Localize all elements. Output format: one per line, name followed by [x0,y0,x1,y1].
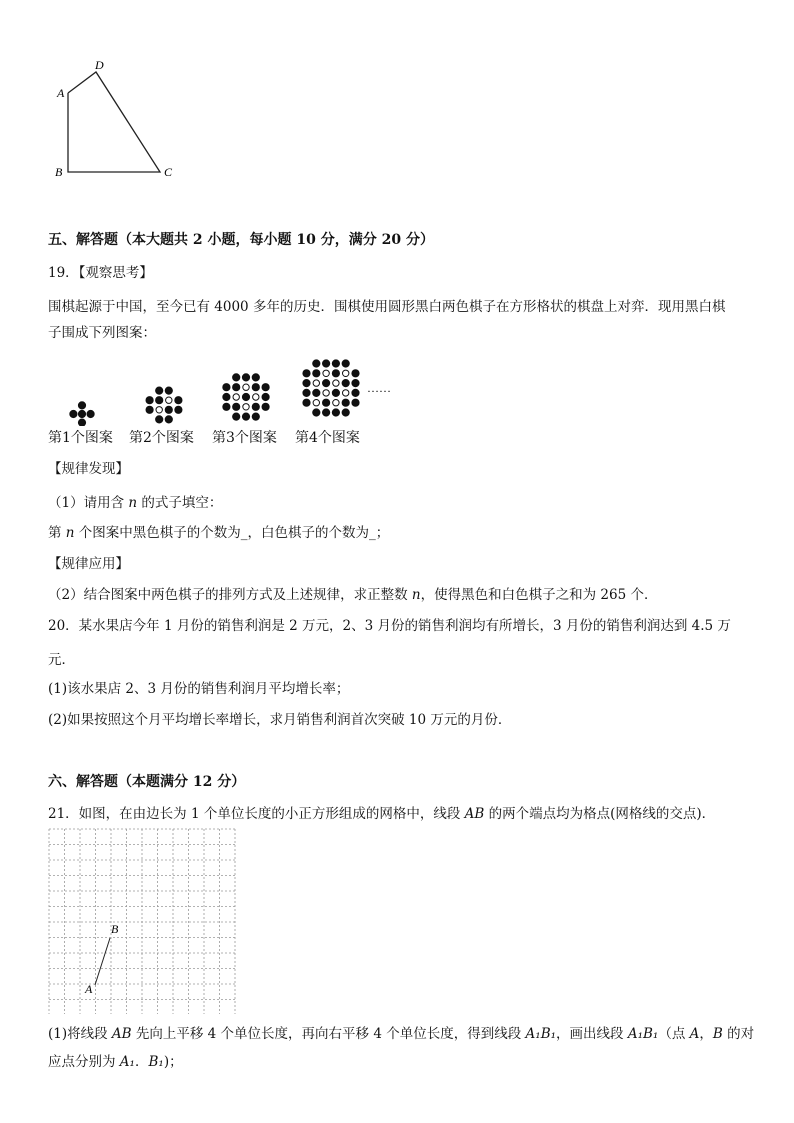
q21-p1-seg: AB [111,1026,132,1042]
white-stone [323,390,329,396]
q21-line1 [48,805,715,823]
white-stone [166,397,172,403]
black-stone [165,387,172,394]
black-stone [303,380,310,387]
pattern-3 [223,374,269,420]
q19-part1 [48,494,222,512]
black-stone [332,409,339,416]
black-stone [165,416,172,423]
black-stone [352,370,359,377]
black-stone [242,393,249,400]
black-stone [303,389,310,396]
black-stone [175,397,182,404]
black-stone [233,374,240,381]
white-stone [343,370,349,376]
q20-line1: 20．某水果店今年 1 月份的销售利润是 2 万元，2、3 月份的销售利润均有所增长，3 月份的销售利润达到 4.5 万 [48,618,731,634]
q21-line1-seg: AB [464,806,485,822]
caption-pattern-4: 第4个图案 [295,430,360,446]
black-stone [352,380,359,387]
black-stone [233,384,240,391]
q21-p1-seg3: A₁B₁ [627,1026,659,1042]
q21-p1-mid2: ，画出线段 [556,1026,628,1042]
label-A: A [57,86,65,100]
black-stone [323,399,330,406]
q19-part2 [48,586,657,604]
black-stone [313,389,320,396]
label-C: C [164,165,173,179]
black-stone [303,370,310,377]
q21-p1-seg2: A₁B₁ [525,1026,557,1042]
black-stone [252,374,259,381]
q21-p1-mid3: （点 [658,1026,690,1042]
white-stone [323,370,329,376]
q21-p1-mid: 先向上平移 4 个单位长度，再向右平移 4 个单位长度，得到线段 [131,1026,526,1042]
black-stone [342,360,349,367]
q21-p1-a: A [689,1026,700,1042]
black-stone [146,397,153,404]
white-stone [253,394,259,400]
q21-p1-l2-pre: 应点分别为 [48,1054,120,1070]
black-stone [223,403,230,410]
black-stone [87,410,94,417]
black-stone [323,380,330,387]
black-stone [175,406,182,413]
section-6-heading: 六、解答题（本题满分 12 分） [48,774,246,790]
white-stone [333,380,339,386]
q21-p1-comma: ， [699,1026,713,1042]
q19-part1b-pre: 第 [48,525,66,541]
label-B: B [55,165,63,179]
black-stone [78,402,85,409]
black-stone [233,413,240,420]
white-stone [243,404,249,410]
q21-line1-pre: 21．如图，在由边长为 1 个单位长度的小正方形组成的网格中，线段 [48,806,465,822]
q19-part1-var: n [128,495,138,511]
black-stone [332,370,339,377]
law-application-title: 【规律应用】 [48,556,129,572]
q20-line2: 元． [48,652,75,668]
q19-number: 19．【观察思考】 [48,265,153,281]
caption-pattern-1: 第1个图案 [48,430,113,446]
black-stone [223,393,230,400]
q21-p1-l2-b1: B₁ [148,1054,164,1070]
segment-AB [95,938,110,985]
black-stone [242,413,249,420]
q20-part2: (2)如果按照这个月平均增长率增长，求月销售利润首次突破 10 万元的月份． [48,712,512,728]
pattern-4 [303,360,359,416]
black-stone [223,384,230,391]
black-stone [252,403,259,410]
q21-p1-l2-end: )； [163,1054,183,1070]
q19-part1b-post: 个图案中黑色棋子的个数为_，白色棋子的个数为_； [74,525,390,541]
black-stone [146,406,153,413]
black-stone [352,399,359,406]
q19-part2-var: n [411,587,421,603]
q21-p1-l2-a1: A₁ [119,1054,135,1070]
black-stone [262,393,269,400]
black-stone [252,384,259,391]
q19-part2-pre: （2）结合图案中两色棋子的排列方式及上述规律，求正整数 [48,587,412,603]
black-stone [156,397,163,404]
black-stone [303,399,310,406]
black-stone [342,409,349,416]
q21-part1-line1 [48,1025,754,1043]
black-stone [242,374,249,381]
black-stone [78,410,85,417]
grid-lines [49,829,235,1014]
white-stone [333,400,339,406]
black-stone [332,360,339,367]
q21-p1-pre: (1)将线段 [48,1026,112,1042]
black-stone [313,360,320,367]
black-stone [70,410,77,417]
q19-intro-line1: 围棋起源于中国，至今已有 4000 多年的历史．围棋使用圆形黑白两色棋子在方形格状的棋盘上对弈．现用黑白棋 [48,299,726,315]
black-stone [313,370,320,377]
black-stone [156,387,163,394]
caption-pattern-3: 第3个图案 [212,430,277,446]
black-stone [342,380,349,387]
law-discovery-title: 【规律发现】 [48,461,129,477]
black-stone [252,413,259,420]
black-stone [262,403,269,410]
black-stone [352,389,359,396]
black-stone [332,389,339,396]
pattern-2 [146,387,182,423]
q20-part1: (1)该水果店 2、3 月份的销售利润月平均增长率； [48,681,350,697]
go-patterns-figure [60,350,400,426]
patterns-ellipsis: …… [367,381,391,395]
label-D: D [95,58,104,72]
black-stone [233,403,240,410]
grid-label-A: A [85,982,93,996]
white-stone [343,390,349,396]
q19-intro-line2: 子围成下列图案： [48,325,156,341]
black-stone [78,419,85,426]
q19-part2-post: ，使得黑色和白色棋子之和为 265 个． [420,587,658,603]
black-stone [165,406,172,413]
q21-p1-b: B [712,1026,723,1042]
white-stone [313,380,319,386]
white-stone [233,394,239,400]
q21-line1-post: 的两个端点均为格点(网格线的交点)． [484,806,716,822]
black-stone [323,360,330,367]
grid-figure [48,828,236,1014]
black-stone [156,416,163,423]
quadrilateral-outline [68,72,160,172]
q21-p1-end: 的对 [722,1026,755,1042]
black-stone [313,409,320,416]
q19-part1-pre: （1）请用含 [48,495,129,511]
caption-pattern-2: 第2个图案 [129,430,194,446]
white-stone [313,400,319,406]
black-stone [262,384,269,391]
grid-label-B: B [111,922,119,936]
white-stone [243,384,249,390]
q19-part1-post: 的式子填空： [137,495,223,511]
q21-part1-line2 [48,1053,183,1071]
pattern-1 [70,402,94,426]
q19-part1-blanks [48,524,389,542]
q19-part1b-var: n [65,525,75,541]
black-stone [342,399,349,406]
black-stone [323,409,330,416]
section-5-heading: 五、解答题（本大题共 2 小题，每小题 10 分，满分 20 分） [48,232,434,248]
q21-p1-l2-sep: ． [134,1054,149,1070]
quadrilateral-figure [50,55,190,185]
white-stone [156,407,162,413]
